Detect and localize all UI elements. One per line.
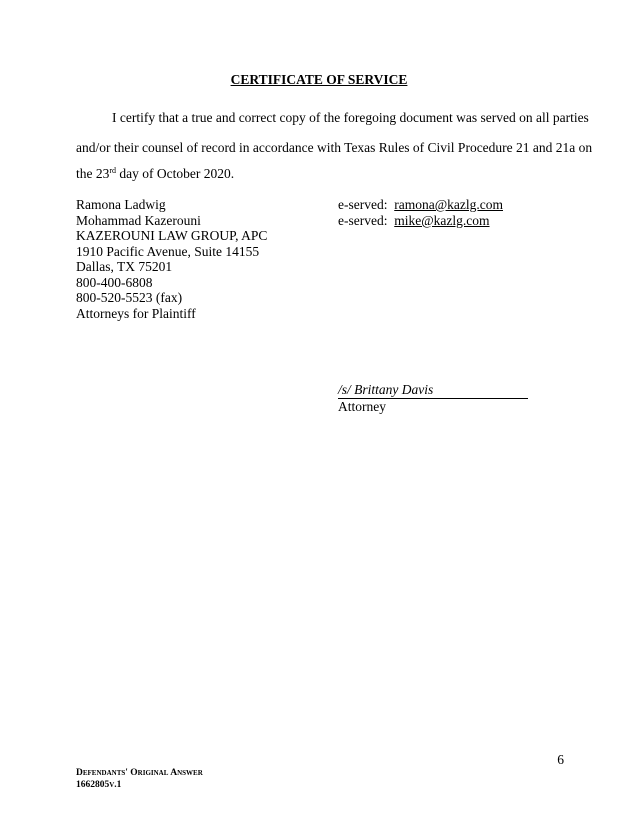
firm-address-street: 1910 Pacific Avenue, Suite 14155	[76, 243, 260, 259]
ordinal-suffix: rd	[109, 166, 117, 175]
footer-document-title: Defendants' Original Answer	[76, 768, 203, 778]
counsel-name-1: Ramona Ladwig	[76, 197, 166, 212]
service-block	[338, 197, 503, 228]
email-link-ramona[interactable]: ramona@kazlg.com	[394, 197, 503, 212]
counsel-role: Attorneys for Plaintiff	[76, 305, 196, 321]
date-suffix: day of October 2020.	[116, 166, 235, 181]
service-prefix: e-served:	[338, 197, 388, 212]
service-line-2	[338, 213, 503, 229]
certificate-title: CERTIFICATE OF SERVICE	[230, 72, 408, 87]
firm-address-city: Dallas, TX 75201	[76, 259, 173, 274]
firm-name: KAZEROUNI LAW GROUP, APC	[76, 228, 268, 243]
footer-document-id: 1662805v.1	[76, 780, 122, 790]
counsel-name-2: Mohammad Kazerouni	[76, 212, 201, 228]
firm-fax: 800-520-5523 (fax)	[76, 290, 183, 305]
date-prefix: the 23	[76, 166, 110, 181]
service-line-1	[338, 197, 503, 213]
page-number: 6	[557, 752, 564, 767]
email-link-mike[interactable]: mike@kazlg.com	[394, 212, 490, 228]
signature-block	[338, 382, 528, 414]
certification-line-1: I certify that a true and correct copy of the foregoing document was served on all parties	[112, 110, 589, 125]
certification-line-3	[76, 166, 566, 182]
signature-line: /s/ Brittany Davis	[338, 382, 528, 399]
certification-line-2: and/or their counsel of record in accordance with Texas Rules of Civil Procedure 21 and 21a on	[76, 140, 593, 155]
service-prefix: e-served:	[338, 212, 388, 228]
counsel-block	[76, 197, 267, 321]
firm-phone: 800-400-6808	[76, 274, 153, 290]
signature-role: Attorney	[338, 398, 386, 414]
document-footer	[76, 767, 203, 791]
